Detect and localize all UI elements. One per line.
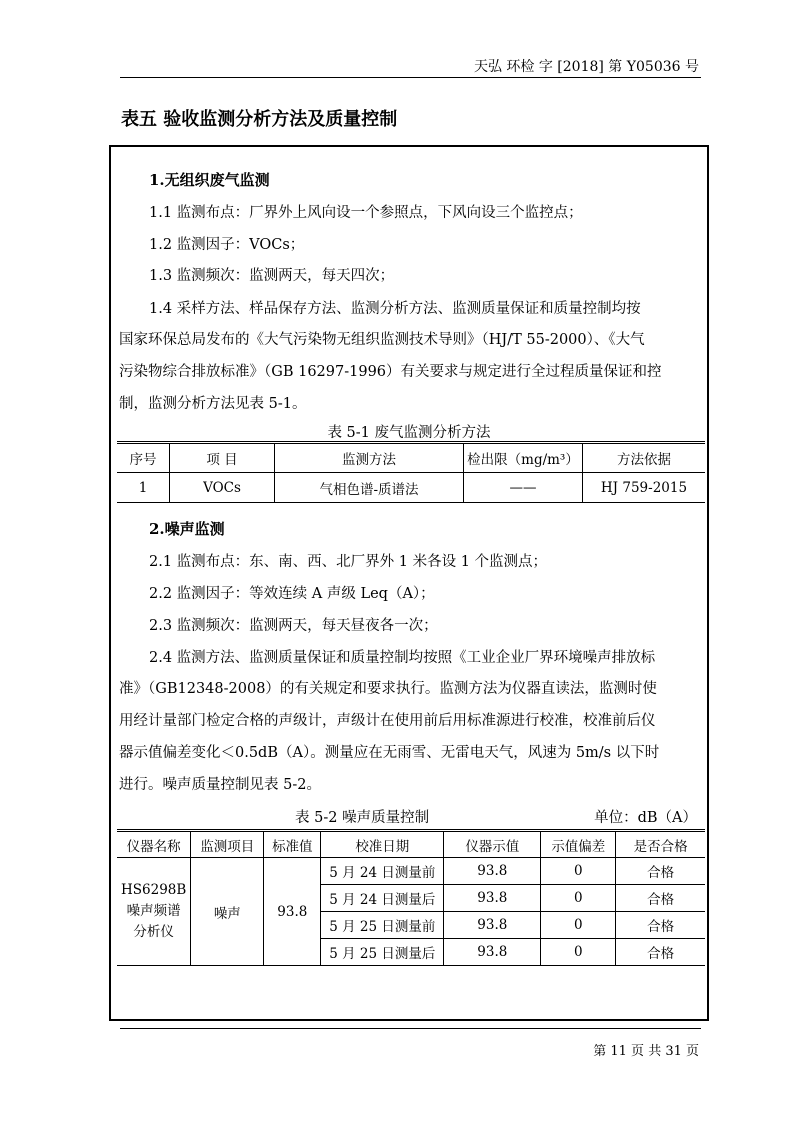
t2-cell: 合格 [616,885,705,912]
gas-method-table [117,441,705,503]
t2-header: 是否合格 [616,831,705,858]
monitor-item: 噪声 [191,858,264,966]
gas-line-1: 1.1 监测布点：厂界外上风向设一个参照点，下风向设三个监控点； [149,205,583,221]
instrument-name: HS6298B 噪声频谱 分析仪 [117,858,191,966]
noise-heading: 2.噪声监测 [149,520,225,538]
t2-cell: 5 月 24 日测量后 [321,885,444,912]
t1-header: 序号 [117,443,170,473]
t1-cell: 气相色谱-质谱法 [275,473,464,503]
header-divider [120,77,701,78]
t2-cell: 0 [541,939,616,966]
t1-cell: —— [464,473,583,503]
t2-cell: 93.8 [444,858,541,885]
t2-cell: 合格 [616,939,705,966]
table2-unit: 单位：dB（A） [594,810,697,826]
t2-cell: 93.8 [444,885,541,912]
noise-line-4c: 用经计量部门检定合格的声级计，声级计在使用前后用标准源进行校准，校准前后仪 [119,713,656,729]
t1-header: 监测方法 [275,443,464,473]
noise-line-3: 2.3 监测频次：监测两天，每天昼夜各一次； [149,618,438,634]
gas-line-2: 1.2 监测因子：VOCs； [149,237,305,253]
footer-divider [120,1028,701,1029]
t1-cell: VOCs [170,473,275,503]
standard-value: 93.8 [264,858,321,966]
gas-line-4b: 国家环保总局发布的《大气污染物无组织监测技术导则》（HJ/T 55-2000）、《大气 [119,332,645,348]
t2-header: 校准日期 [321,831,444,858]
t2-cell: 0 [541,912,616,939]
table-row [117,473,705,503]
noise-line-2: 2.2 监测因子：等效连续 A 声级 Leq（A）； [149,586,435,602]
t2-cell: 5 月 25 日测量前 [321,912,444,939]
t2-cell: 0 [541,858,616,885]
table2-caption: 表 5-2 噪声质量控制 [295,810,430,826]
gas-heading: 1.无组织废气监测 [149,171,270,189]
t1-header: 项 目 [170,443,275,473]
noise-line-4d: 器示值偏差变化＜0.5dB（A）。测量应在无雨雪、无雷电天气，风速为 5m/s 以下时 [119,745,660,761]
noise-line-4a: 2.4 监测方法、监测质量保证和质量控制均按照《工业企业厂界环境噪声排放标 [149,650,656,666]
content-frame [109,145,709,1021]
t2-header: 标准值 [264,831,321,858]
t2-header: 仪器示值 [444,831,541,858]
report-number: 天弘 环检 字 [2018] 第 Y05036 号 [473,59,699,75]
table1-caption: 表 5-1 废气监测分析方法 [327,425,491,441]
gas-line-4a: 1.4 采样方法、样品保存方法、监测分析方法、监测质量保证和质量控制均按 [149,301,641,317]
gas-line-3: 1.3 监测频次：监测两天，每天四次； [149,268,395,284]
t2-header: 监测项目 [191,831,264,858]
t2-cell: 93.8 [444,912,541,939]
t1-cell: 1 [117,473,170,503]
t1-header: 方法依据 [583,443,706,473]
gas-line-4d: 制，监测分析方法见表 5-1。 [119,396,307,412]
t2-cell: 合格 [616,912,705,939]
noise-line-1: 2.1 监测布点：东、南、西、北厂界外 1 米各设 1 个监测点； [149,554,548,570]
t2-header: 示值偏差 [541,831,616,858]
section-title: 表五 验收监测分析方法及质量控制 [121,109,398,130]
t2-cell: 合格 [616,858,705,885]
t2-cell: 0 [541,885,616,912]
noise-qc-table [117,829,705,966]
t2-cell: 5 月 25 日测量后 [321,939,444,966]
page-number: 第 11 页 共 31 页 [593,1044,699,1059]
t1-cell: HJ 759-2015 [583,473,706,503]
t1-header: 检出限（mg/m³） [464,443,583,473]
t2-header: 仪器名称 [117,831,191,858]
t2-cell: 93.8 [444,939,541,966]
gas-line-4c: 污染物综合排放标准》（GB 16297-1996）有关要求与规定进行全过程质量保证和控 [119,364,662,380]
noise-line-4e: 进行。噪声质量控制见表 5-2。 [119,777,321,793]
t2-cell: 5 月 24 日测量前 [321,858,444,885]
noise-line-4b: 准》（GB12348-2008）的有关规定和要求执行。监测方法为仪器直读法，监测时使 [119,681,657,697]
table-row [117,858,705,885]
